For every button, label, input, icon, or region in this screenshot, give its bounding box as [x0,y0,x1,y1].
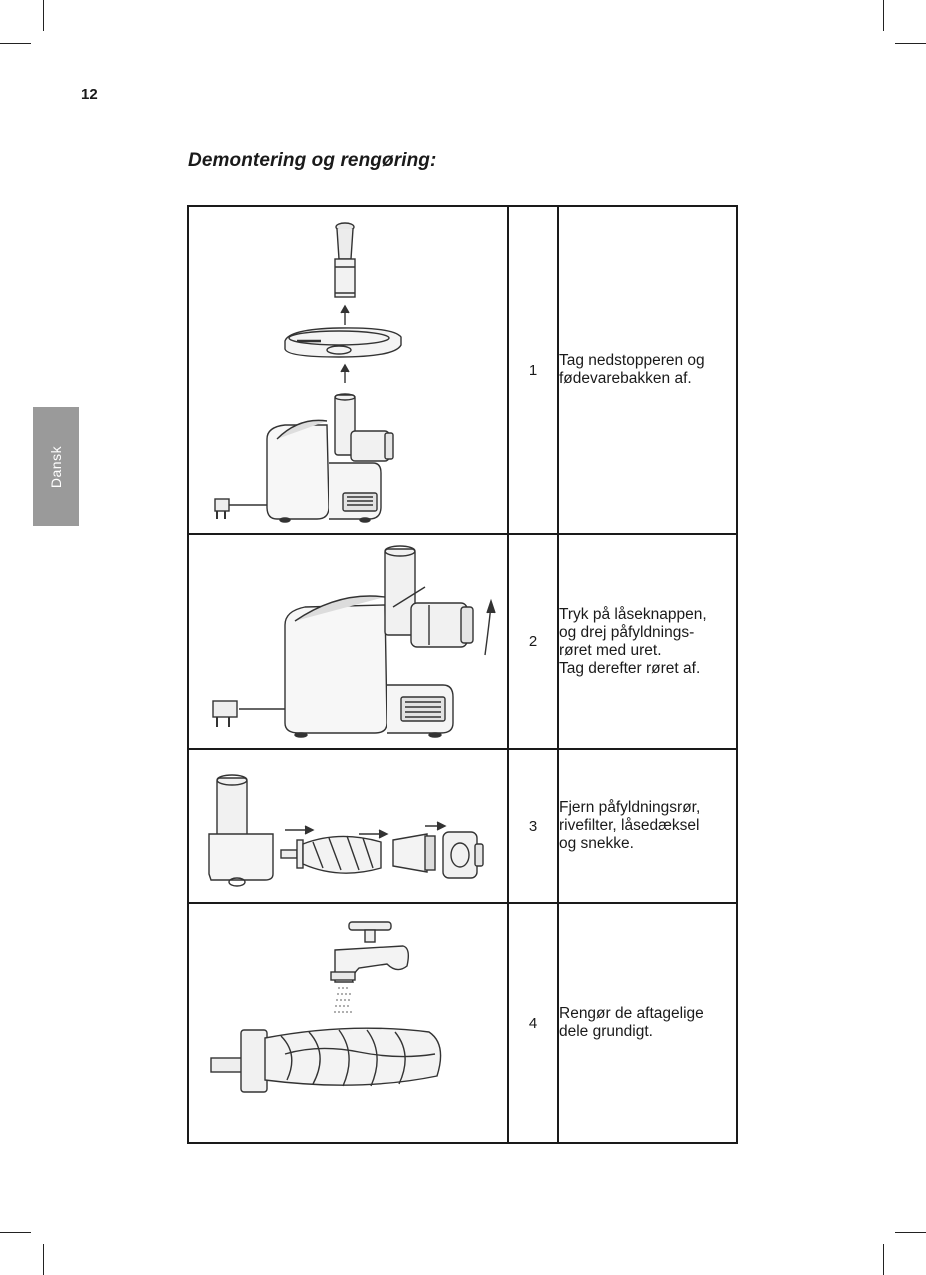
faucet-rinsing-auger-icon [189,904,505,1142]
step-number: 4 [508,903,558,1143]
crop-mark [43,0,44,31]
crop-mark [895,1232,926,1233]
page-number: 12 [81,86,98,103]
juicer-parts-exploded-icon [189,750,505,902]
step-number: 1 [508,206,558,534]
step-instruction [558,534,737,749]
language-tab [33,407,79,526]
crop-mark [0,43,31,44]
step-row [188,206,737,534]
step-illustration-cell [188,534,508,749]
step-instruction [558,749,737,903]
crop-mark [895,43,926,44]
step-illustration-cell [188,903,508,1143]
step-instruction [558,206,737,534]
crop-mark [883,0,884,31]
step-instruction-text: Tag nedstopperen og fødevarebakken af. [559,352,705,387]
page-title: Demontering og rengøring: [188,150,437,171]
step-number: 2 [508,534,558,749]
juicer-unlock-feeding-tube-icon [189,535,505,748]
step-row [188,903,737,1143]
step-instruction-text: Rengør de aftagelige dele grundigt. [559,1005,704,1040]
steps-table [187,205,738,1144]
juicer-remove-pusher-and-tray-icon [189,207,505,533]
step-illustration-cell [188,206,508,534]
step-instruction-text: Fjern påfyldningsrør, rivefilter, låsedæksel og snekke. [559,799,701,852]
crop-mark [883,1244,884,1275]
crop-mark [43,1244,44,1275]
step-row [188,749,737,903]
step-number: 3 [508,749,558,903]
step-illustration-cell [188,749,508,903]
step-instruction [558,903,737,1143]
step-row [188,534,737,749]
step-instruction-text: Tryk på låseknappen, og drej påfyldnings- røret med uret. Tag derefter røret af. [559,605,707,677]
crop-mark [0,1232,31,1233]
language-tab-label: Dansk [48,445,64,488]
